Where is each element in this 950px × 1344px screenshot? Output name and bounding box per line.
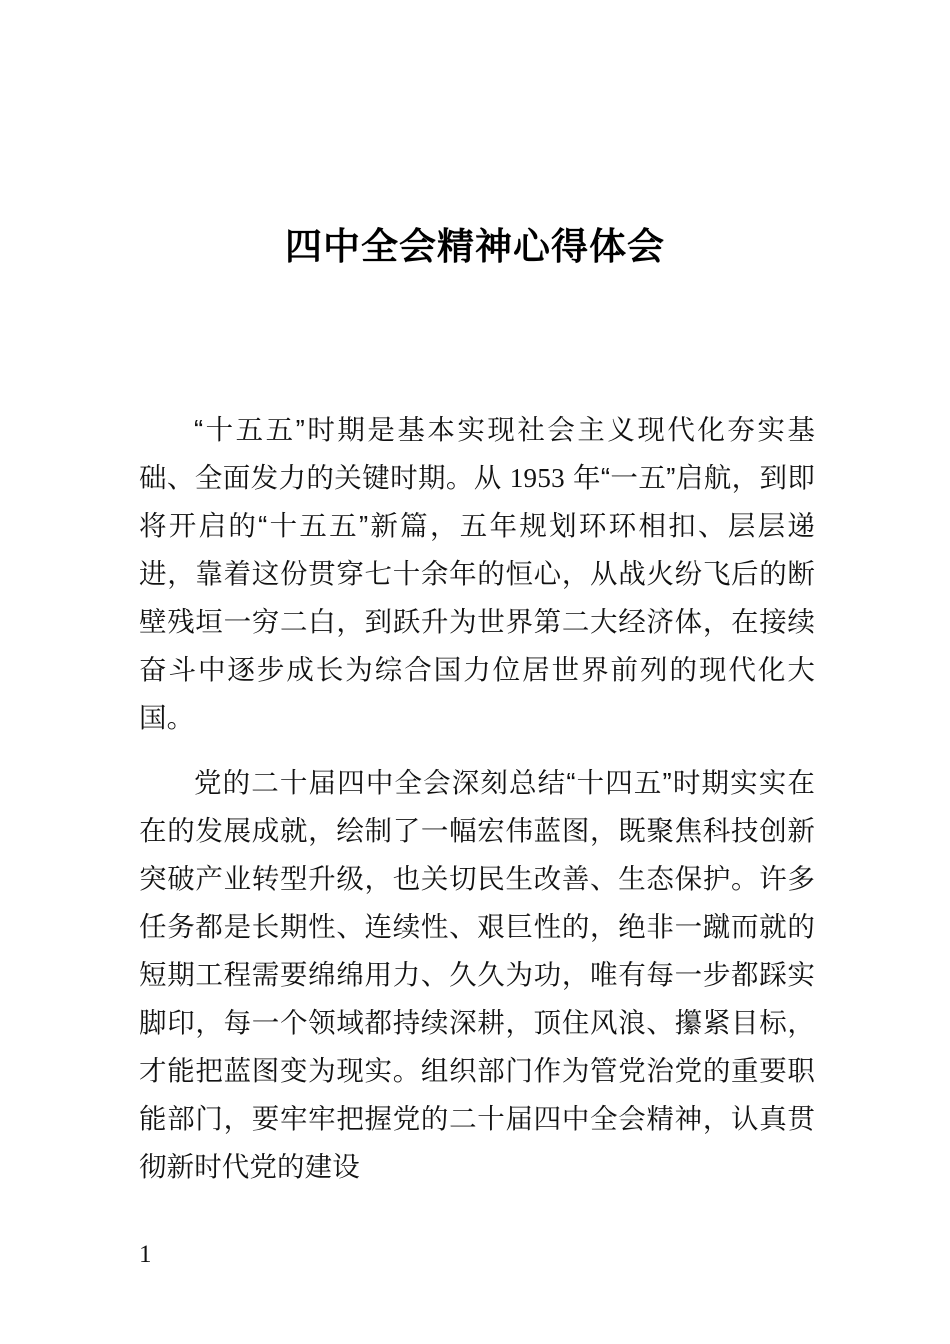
paragraph-2: 党的二十届四中全会深刻总结“十四五”时期实实在在的发展成就，绘制了一幅宏伟蓝图，既聚焦科技创新突破产业转型升级，也关切民生改善、生态保护。许多任务都是长期性、连续性、艰巨性的，绝非一蹴而就的短期工程需要绵绵用力、久久为功，唯有每一步都踩实脚印，每一个领域都持续深耕，顶住风浪、攥紧目标，才能把蓝图变为现实。组织部门作为管党治党的重要职能部门，要牢牢把握党的二十届四中全会精神，认真贯彻新时代党的建设 xyxy=(139,767,815,1182)
paragraph-1-prefix: “十五五”时期是基本实现社会主义现代化夯实基础、全面发力的关键时期。从 xyxy=(139,414,815,493)
page-number: 1 xyxy=(139,1241,152,1268)
paragraph-1 xyxy=(139,406,815,742)
paragraph-1-suffix: 年“一五”启航，到即将开启的“十五五”新篇，五年规划环环相扣、层层递进，靠着这份贯穿七十余年的恒心，从战火纷飞后的断壁残垣一穷二白，到跃升为世界第二大经济体，在接续奋斗中逐步成长为综合国力位居世界前列的现代化大国。 xyxy=(139,462,815,733)
document-body xyxy=(139,406,815,1191)
page-title: 四中全会精神心得体会 xyxy=(285,226,665,268)
paragraph-1-year-number: 1953 xyxy=(509,463,565,493)
